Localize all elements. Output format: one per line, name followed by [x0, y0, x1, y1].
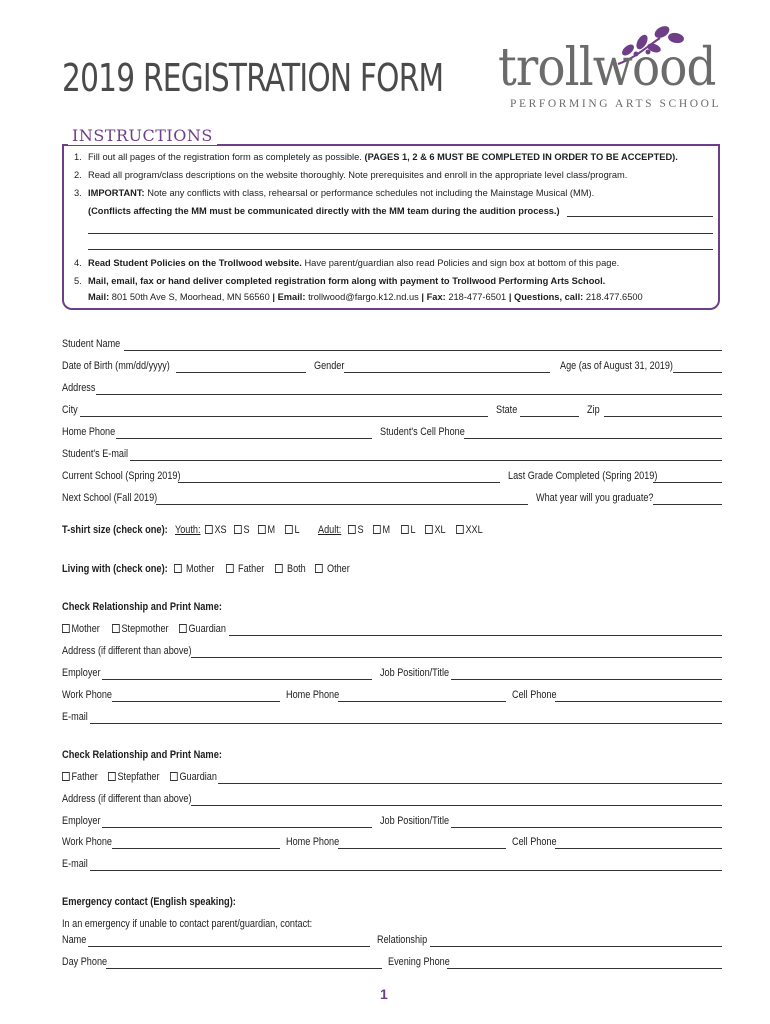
parent1-job-label: Job Position/Title	[380, 667, 450, 679]
current-school-field[interactable]	[178, 482, 500, 483]
checkbox-icon[interactable]	[234, 525, 242, 534]
parent1-cell-phone-label: Cell Phone	[512, 689, 557, 701]
gender-field[interactable]	[344, 372, 550, 373]
emergency-day-phone-label: Day Phone	[62, 956, 108, 968]
parent2-work-phone-label: Work Phone	[62, 836, 112, 848]
tshirt-label: T-shirt size (check one):	[62, 524, 168, 536]
parent2-guardian[interactable]: Guardian	[170, 771, 217, 783]
parent1-email-label: E-mail	[62, 711, 88, 723]
checkbox-icon[interactable]	[456, 525, 464, 534]
checkbox-icon[interactable]	[205, 525, 213, 534]
parent2-email-field[interactable]	[90, 870, 722, 871]
parent2-job-field[interactable]	[451, 827, 722, 828]
age-label: Age (as of August 31, 2019)	[560, 360, 673, 372]
checkbox-icon[interactable]	[258, 525, 266, 534]
parent1-email-field[interactable]	[90, 723, 722, 724]
emergency-heading: Emergency contact (English speaking):	[62, 896, 236, 908]
address-field[interactable]	[96, 394, 722, 395]
city-field[interactable]	[80, 416, 488, 417]
emergency-relationship-label: Relationship	[377, 934, 428, 946]
checkbox-icon[interactable]	[425, 525, 433, 534]
tshirt-adult-xl[interactable]: XL	[425, 524, 446, 536]
tshirt-youth-m[interactable]: M	[258, 524, 275, 536]
checkbox-icon[interactable]	[401, 525, 409, 534]
conflicts-line-3[interactable]	[88, 249, 713, 250]
living-other[interactable]: Other	[315, 563, 350, 575]
parent1-work-phone-field[interactable]	[112, 701, 280, 702]
parent2-cell-phone-label: Cell Phone	[512, 836, 557, 848]
parent1-address-field[interactable]	[191, 657, 722, 658]
student-email-field[interactable]	[130, 460, 722, 461]
graduate-label: What year will you graduate?	[536, 492, 654, 504]
checkbox-icon[interactable]	[174, 564, 182, 573]
emergency-name-label: Name	[62, 934, 87, 946]
current-school-label: Current School (Spring 2019)	[62, 470, 181, 482]
emergency-evening-phone-field[interactable]	[447, 968, 722, 969]
checkbox-icon[interactable]	[170, 772, 178, 781]
living-mother[interactable]: Mother	[174, 563, 214, 575]
tshirt-youth-s[interactable]: S	[234, 524, 250, 536]
tshirt-youth-l[interactable]: L	[285, 524, 300, 536]
state-field[interactable]	[520, 416, 579, 417]
tshirt-adult-l[interactable]: L	[401, 524, 416, 536]
parent2-father[interactable]: Father	[62, 771, 98, 783]
student-name-field[interactable]	[124, 350, 722, 351]
parent2-employer-field[interactable]	[102, 827, 372, 828]
conflicts-line-2[interactable]	[88, 233, 713, 234]
parent2-work-phone-field[interactable]	[112, 848, 280, 849]
instruction-item-3-sub: (Conflicts affecting the MM must be communicated directly with the MM team during the audition process.)	[88, 206, 560, 216]
tshirt-adult-m[interactable]: M	[373, 524, 390, 536]
instruction-item-2: 2. Read all program/class descriptions on the website thoroughly. Note prerequisites and enroll in the appropriate level class/program.	[74, 170, 628, 180]
home-phone-field[interactable]	[116, 438, 372, 439]
checkbox-icon[interactable]	[62, 772, 70, 781]
graduate-field[interactable]	[653, 504, 722, 505]
checkbox-icon[interactable]	[226, 564, 234, 573]
parent2-address-field[interactable]	[191, 805, 722, 806]
parent1-cell-phone-field[interactable]	[555, 701, 722, 702]
emergency-intro: In an emergency if unable to contact parent/guardian, contact:	[62, 918, 313, 930]
student-email-label: Student's E-mail	[62, 448, 129, 460]
parent2-job-label: Job Position/Title	[380, 815, 450, 827]
parent2-address-label: Address (if different than above)	[62, 793, 192, 805]
parent2-home-phone-field[interactable]	[338, 848, 506, 849]
address-label: Address	[62, 382, 96, 394]
zip-label: Zip	[587, 404, 600, 416]
age-field[interactable]	[673, 372, 722, 373]
checkbox-icon[interactable]	[179, 624, 187, 633]
checkbox-icon[interactable]	[112, 624, 120, 633]
checkbox-icon[interactable]	[315, 564, 323, 573]
instruction-item-3: 3. IMPORTANT: Note any conflicts with class, rehearsal or performance schedules not including the Mainstage Musical (MM).	[74, 188, 595, 198]
checkbox-icon[interactable]	[285, 525, 293, 534]
parent2-stepfather[interactable]: Stepfather	[108, 771, 160, 783]
parent1-stepmother[interactable]: Stepmother	[112, 623, 169, 635]
parent2-heading: Check Relationship and Print Name:	[62, 749, 222, 761]
parent1-address-label: Address (if different than above)	[62, 645, 192, 657]
tshirt-adult-s[interactable]: S	[348, 524, 364, 536]
checkbox-icon[interactable]	[108, 772, 116, 781]
form-title: 2019 REGISTRATION FORM	[62, 56, 444, 100]
parent1-home-phone-label: Home Phone	[286, 689, 340, 701]
gender-label: Gender	[314, 360, 345, 372]
cell-phone-field[interactable]	[464, 438, 722, 439]
parent1-employer-field[interactable]	[102, 679, 372, 680]
next-school-field[interactable]	[156, 504, 528, 505]
logo-wordmark: trollwood	[498, 38, 716, 98]
living-with-label: Living with (check one):	[62, 563, 168, 575]
state-label: State	[496, 404, 518, 416]
student-name-label: Student Name	[62, 338, 121, 350]
parent2-email-label: E-mail	[62, 858, 88, 870]
instruction-item-4: 4. Read Student Policies on the Trollwood website. Have parent/guardian also read Policies and sign box at bottom of this page.	[74, 258, 620, 268]
cell-phone-label: Student's Cell Phone	[380, 426, 465, 438]
contact-info-line: Mail: 801 50th Ave S, Moorhead, MN 56560 | Email: trollwood@fargo.k12.nd.us | Fax: 218-477-6501 | Questions, call: 218.477.6500	[88, 292, 643, 302]
city-label: City	[62, 404, 78, 416]
parent2-home-phone-label: Home Phone	[286, 836, 340, 848]
emergency-relationship-field[interactable]	[430, 946, 722, 947]
conflicts-line-1[interactable]	[567, 216, 713, 217]
instruction-item-1: 1. Fill out all pages of the registration form as completely as possible. (PAGES 1, 2 & 6 MUST BE COMPLETED IN ORDER TO BE ACCEPTED).	[74, 152, 678, 162]
tshirt-adult-xxl[interactable]: XXL	[456, 524, 483, 536]
dob-label: Date of Birth (mm/dd/yyyy)	[62, 360, 170, 372]
parent2-employer-label: Employer	[62, 815, 101, 827]
checkbox-icon[interactable]	[62, 624, 70, 633]
living-both[interactable]: Both	[275, 563, 306, 575]
parent1-mother[interactable]: Mother	[62, 623, 100, 635]
parent1-heading: Check Relationship and Print Name:	[62, 601, 222, 613]
living-father[interactable]: Father	[226, 563, 264, 575]
parent1-guardian[interactable]: Guardian	[179, 623, 226, 635]
parent2-name-field[interactable]	[218, 783, 722, 784]
tshirt-adult-label: Adult:	[318, 524, 342, 536]
emergency-name-field[interactable]	[88, 946, 370, 947]
parent1-employer-label: Employer	[62, 667, 101, 679]
checkbox-icon[interactable]	[275, 564, 283, 573]
last-grade-field[interactable]	[653, 482, 722, 483]
parent1-name-field[interactable]	[229, 635, 722, 636]
next-school-label: Next School (Fall 2019)	[62, 492, 158, 504]
page-number: 1	[380, 986, 388, 1002]
home-phone-label: Home Phone	[62, 426, 116, 438]
checkbox-icon[interactable]	[348, 525, 356, 534]
parent1-home-phone-field[interactable]	[338, 701, 506, 702]
checkbox-icon[interactable]	[373, 525, 381, 534]
emergency-evening-phone-label: Evening Phone	[388, 956, 450, 968]
tshirt-youth-xs[interactable]: XS	[205, 524, 227, 536]
parent1-work-phone-label: Work Phone	[62, 689, 112, 701]
tshirt-youth-label: Youth:	[175, 524, 201, 536]
logo-subtitle: PERFORMING ARTS SCHOOL	[510, 98, 722, 110]
parent1-job-field[interactable]	[451, 679, 722, 680]
last-grade-label: Last Grade Completed (Spring 2019)	[508, 470, 658, 482]
dob-field[interactable]	[176, 372, 306, 373]
instructions-heading: INSTRUCTIONS	[68, 126, 217, 145]
parent2-cell-phone-field[interactable]	[555, 848, 722, 849]
instruction-item-5: 5. Mail, email, fax or hand deliver completed registration form along with payment to Trollwood Performing Arts School.	[74, 276, 606, 286]
emergency-day-phone-field[interactable]	[106, 968, 382, 969]
zip-field[interactable]	[604, 416, 722, 417]
